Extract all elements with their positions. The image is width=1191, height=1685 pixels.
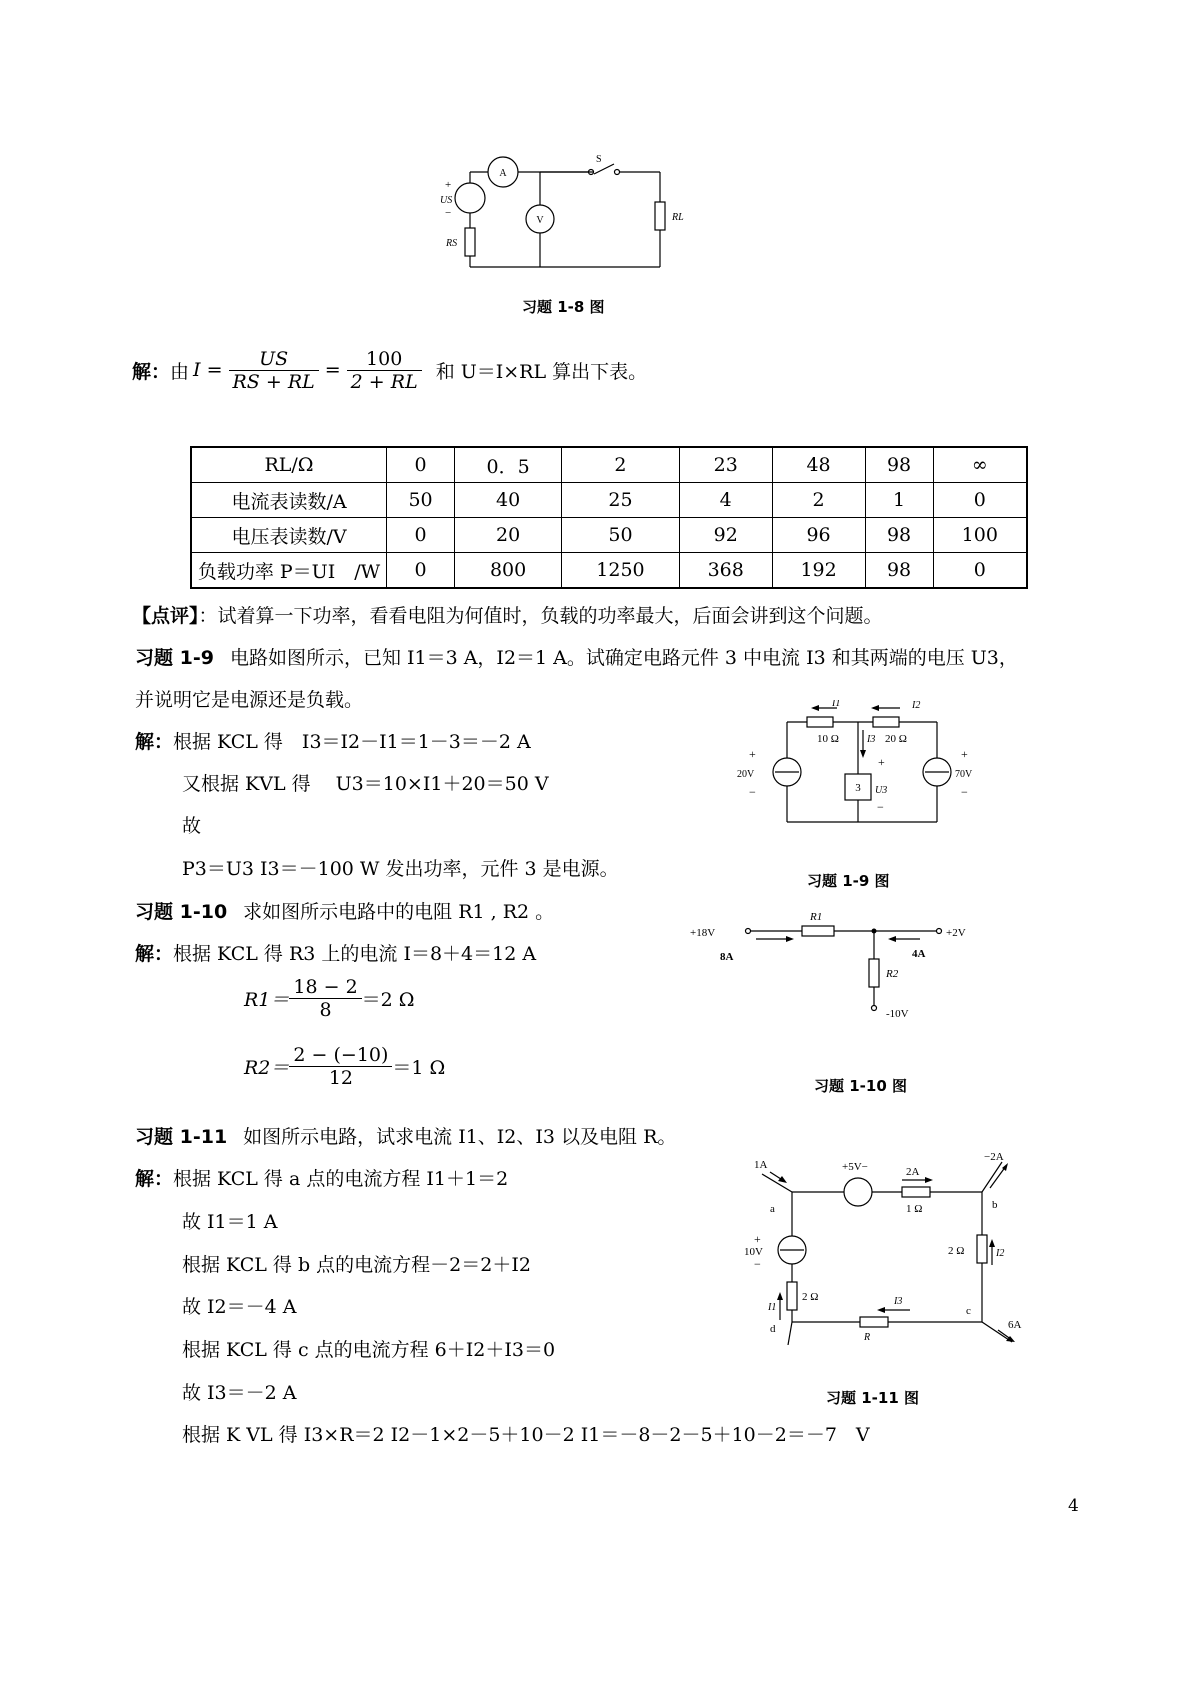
table-cell: 92 [679,518,772,553]
table-cell: 50 [387,483,455,518]
formula-lhs: I = [193,359,223,381]
page-number: 4 [1068,1496,1079,1516]
results-table [190,446,1028,589]
minus-sign: − [445,207,452,219]
i3-label: I3 [867,734,876,745]
problem-1-9-title: 习题 1-9 [135,647,214,669]
figure-1-11 [740,1150,1040,1345]
plus-sign: + [878,755,885,769]
current-8a-label: 8A [720,951,734,963]
r1-label: R1 [810,911,823,923]
r2-label: 20 Ω [885,733,907,745]
table-cell: 20 [455,518,562,553]
vin-label: +18V [690,927,716,939]
node-d-label: d [770,1323,776,1335]
v1-label: 20V [737,769,755,780]
plus-sign: + [754,1232,761,1246]
solution-1-11-step2: 故 I1＝1 A [182,1211,278,1233]
node-b-label: b [992,1199,998,1211]
solution-1-9-step1 [135,730,531,754]
problem-1-9-line1 [135,646,1018,670]
rl-label: RL [672,212,684,223]
r1-label: 10 Ω [817,733,839,745]
rs-label: RS [446,238,458,249]
i1-label: I1 [768,1302,777,1313]
table-cell: 1250 [562,553,680,589]
r1-denominator: 8 [319,999,332,1021]
problem-1-10-text: 求如图所示电路中的电阻 R1 , R2 。 [243,901,555,923]
formula-fraction-1 [229,348,319,393]
table-cell: 23 [679,447,772,483]
fraction-1-denominator: RS + RL [232,370,315,393]
table-cell: 2 [772,483,865,518]
solution-1-8-formula: 解： 由 I = $\frac{US}{RS + RL}$ = $\frac{100}{2 + RL}$ 和 U＝I×RL 算出下表。 [132,347,648,393]
table-row [191,553,1027,589]
r2-formula [244,1044,445,1089]
minus-sign: − [754,1257,761,1271]
r2-lhs: R2＝ [244,1057,290,1079]
table-cell: 电流表读数/A [191,483,387,518]
table-cell: 0 [387,518,455,553]
figure-1-9-caption: 习题 1-9 图 [807,872,890,890]
minus-sign: − [749,785,756,799]
solution-1-11-step7: 根据 K VL 得 I3×R＝2 I2－1×2－5＋10－2 I1＝－8－2－5＋10－2＝－7 V [182,1424,870,1446]
r1-numerator: 18 − 2 [289,976,361,999]
table-cell: 2 [562,447,680,483]
r2-label: R2 [886,968,899,980]
r2-result: ＝1 Ω [392,1057,446,1079]
r2-denominator: 12 [328,1067,353,1089]
solution-1-11-step6: 故 I3＝－2 A [182,1382,297,1404]
problem-1-10-title: 习题 1-10 [135,901,228,923]
figure-1-10 [690,905,990,1020]
table-cell: 负载功率 P＝UI /W [191,553,387,589]
plus-sign: + [445,179,452,191]
resistor-2ohm-right-label: 2 Ω [948,1245,965,1257]
plus-sign: + [749,747,756,761]
formula-intro: 由 [170,360,190,383]
figure-1-10-caption: 习题 1-10 图 [814,1077,907,1095]
solution-1-11-step3: 根据 KCL 得 b 点的电流方程－2＝2＋I2 [182,1254,531,1276]
plus-sign: + [961,747,968,761]
current-6a-label: 6A [1008,1319,1022,1331]
table-cell: RL/Ω [191,447,387,483]
table-cell: 800 [455,553,562,589]
table-cell: 98 [865,518,933,553]
solution-label: 解： [135,943,174,965]
table-cell: 100 [933,518,1027,553]
solution-text: 根据 KCL 得 R3 上的电流 I＝8＋4＝12 A [173,943,537,965]
source-label: US [440,195,453,206]
comment-text: ：试着算一下功率，看看电阻为何值时，负载的功率最大，后面会讲到这个问题。 [198,605,883,627]
r1-fraction [289,976,361,1021]
r2-fraction [289,1044,392,1089]
table-cell: 98 [865,553,933,589]
element-3-label: 3 [855,782,861,794]
table-cell: 96 [772,518,865,553]
solution-label: 解： [135,731,174,753]
table-cell: 0．5 [455,447,562,483]
table-row [191,518,1027,553]
fraction-2-denominator: 2 + RL [350,370,418,393]
solution-1-11-step5: 根据 KCL 得 c 点的电流方程 6＋I2＋I3＝0 [182,1339,556,1361]
figure-1-9 [735,700,1005,840]
table-cell: 48 [772,447,865,483]
r1-lhs: R1＝ [244,989,290,1011]
v2-label: 70V [955,769,973,780]
problem-1-9-line2: 并说明它是电源还是负载。 [135,689,364,711]
problem-1-10-line1 [135,900,554,924]
problem-1-11-line1 [135,1125,676,1149]
vout-label: +2V [946,927,966,939]
current-2a-label: 2A [906,1166,920,1178]
table-cell: 368 [679,553,772,589]
r1-formula [244,976,415,1021]
resistor-1ohm-label: 1 Ω [906,1203,923,1215]
fraction-2-numerator: 100 [347,348,422,371]
table-cell: 192 [772,553,865,589]
problem-1-11-title: 习题 1-11 [135,1126,228,1148]
i2-label: I2 [912,700,921,711]
solution-label: 解： [135,1168,174,1190]
table-cell: 4 [679,483,772,518]
table-cell: 0 [933,483,1027,518]
i1-label: I1 [832,700,841,709]
solution-1-10-step1 [135,942,536,966]
current-1a-label: 1A [754,1159,768,1171]
formula-tail: 和 U＝I×RL 算出下表。 [435,360,648,383]
table-cell: 0 [387,553,455,589]
table-cell: 25 [562,483,680,518]
table-cell: ∞ [933,447,1027,483]
fraction-1-numerator: US [229,348,319,371]
r2-numerator: 2 − (−10) [289,1044,392,1067]
figure-1-8-caption: 习题 1-8 图 [522,298,605,316]
current-neg2a-label: −2A [984,1151,1004,1163]
table-cell: 98 [865,447,933,483]
u3-label: U3 [875,785,888,796]
solution-text: 根据 KCL 得 I3＝I2－I1＝1－3＝－2 A [173,731,531,753]
resistor-r-label: R [864,1332,871,1343]
r1-result: ＝2 Ω [361,989,415,1011]
switch-label: S [596,154,602,165]
solution-label: 解： [132,360,171,383]
figure-1-8 [430,150,720,285]
i3-label: I3 [894,1296,903,1307]
table-cell: 电压表读数/V [191,518,387,553]
voltmeter-label: V [536,215,544,226]
table-cell: 0 [387,447,455,483]
table-cell: 0 [933,553,1027,589]
ammeter-label: A [499,168,507,179]
minus-sign: − [961,785,968,799]
solution-text: 根据 KCL 得 a 点的电流方程 I1＋1＝2 [173,1168,509,1190]
formula-fraction-2 [347,348,422,393]
current-4a-label: 4A [912,948,926,960]
problem-1-11-text: 如图所示电路，试求电流 I1、I2、I3 以及电阻 R。 [243,1126,677,1148]
source-5v-label: +5V− [842,1161,868,1173]
node-a-label: a [770,1203,775,1215]
figure-1-11-caption: 习题 1-11 图 [826,1389,919,1407]
solution-1-11-step1 [135,1167,508,1191]
vneg-label: -10V [886,1008,909,1020]
problem-1-9-text: 电路如图所示，已知 I1＝3 A，I2＝1 A。试确定电路元件 3 中电流 I3 和其两端的电压 U3， [229,647,1018,669]
table-row [191,447,1027,483]
table-cell: 50 [562,518,680,553]
solution-1-9-step2: 又根据 KVL 得 U3＝10×I1＋20＝50 V [182,773,549,795]
comment-line [132,604,883,628]
comment-tag: 【点评】 [132,605,199,627]
resistor-2ohm-left-label: 2 Ω [802,1291,819,1303]
i2-label: I2 [996,1248,1005,1259]
minus-sign: − [877,800,884,814]
solution-1-11-step4: 故 I2＝－4 A [182,1296,297,1318]
source-10v-label: 10V [744,1246,763,1258]
table-row [191,483,1027,518]
table-cell: 1 [865,483,933,518]
solution-1-9-step3: 故 [182,815,202,837]
node-c-label: c [966,1305,971,1317]
table-cell: 40 [455,483,562,518]
solution-1-9-step4: P3＝U3 I3＝－100 W 发出功率，元件 3 是电源。 [182,858,619,880]
